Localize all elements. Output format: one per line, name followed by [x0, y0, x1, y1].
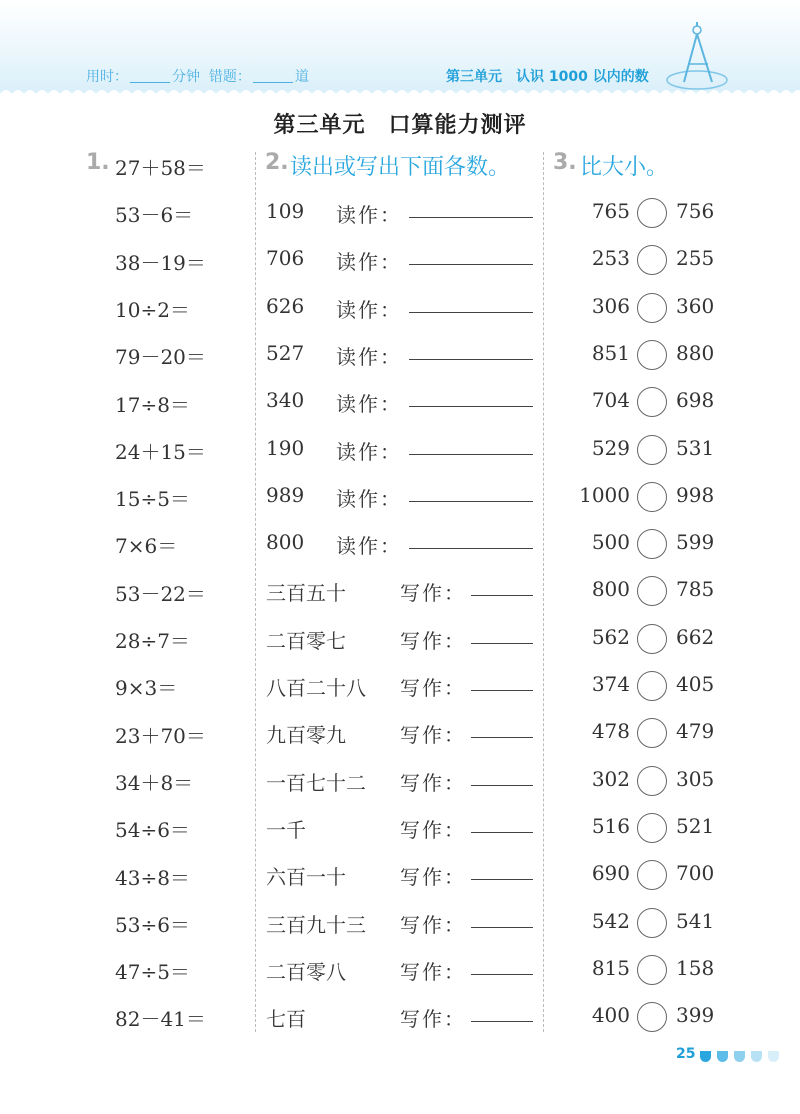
compare-right: 521 [676, 813, 715, 838]
write-number-text: 九百零九 [266, 723, 346, 748]
read-number: 800 [266, 530, 305, 555]
compare-right: 700 [676, 861, 715, 886]
compare-right: 785 [676, 577, 715, 602]
answer-line[interactable] [409, 454, 533, 455]
compare-left: 690 [591, 861, 630, 886]
write-number-text: 三百九十三 [266, 912, 366, 937]
drop-icon [751, 1051, 762, 1062]
answer-line[interactable] [471, 974, 533, 975]
compare-circle[interactable] [637, 198, 667, 228]
drop-icon [768, 1051, 779, 1062]
write-label: 写作： [400, 770, 466, 795]
compare-right: 880 [676, 340, 715, 365]
compare-left: 815 [591, 955, 630, 980]
answer-line[interactable] [409, 359, 533, 360]
read-label: 读作： [336, 297, 402, 322]
compare-right: 360 [676, 293, 715, 318]
answer-line[interactable] [471, 595, 533, 596]
arithmetic-problem: 15÷5＝ [115, 487, 190, 512]
compare-circle[interactable] [637, 860, 667, 890]
page-header [0, 0, 800, 100]
read-label: 读作： [336, 344, 402, 369]
drop-icon [717, 1051, 728, 1062]
compare-right: 599 [676, 530, 715, 555]
compare-circle[interactable] [637, 766, 667, 796]
arithmetic-problem: 54÷6＝ [115, 818, 190, 843]
decorative-drops [700, 1047, 785, 1066]
compare-right: 531 [676, 435, 715, 460]
compare-left: 478 [591, 719, 630, 744]
compass-icon [662, 20, 732, 92]
arithmetic-problem: 17÷8＝ [115, 392, 190, 417]
write-number-text: 二百零七 [266, 628, 346, 653]
arithmetic-problem: 23＋70＝ [115, 723, 206, 748]
arithmetic-problem: 28÷7＝ [115, 629, 190, 653]
answer-line[interactable] [409, 312, 533, 313]
compare-right: 756 [676, 199, 715, 223]
compare-circle[interactable] [637, 293, 667, 323]
read-number: 109 [266, 199, 305, 223]
topic-label: 认识 1000 以内的数 [516, 69, 649, 85]
compare-right: 698 [676, 388, 715, 413]
arithmetic-problem: 27＋58＝ [115, 156, 206, 180]
page-title: 第三单元 口算能力测评 [273, 113, 527, 138]
arithmetic-problem: 82－41＝ [115, 1007, 206, 1032]
compare-circle[interactable] [637, 340, 667, 370]
read-number: 989 [266, 482, 305, 507]
header-fill-in [86, 66, 309, 86]
compare-right: 305 [676, 766, 715, 791]
arithmetic-problem: 10÷2＝ [115, 297, 190, 322]
write-label: 写作： [400, 959, 466, 984]
time-unit: 分钟 [172, 69, 200, 85]
errors-blank[interactable] [253, 82, 293, 83]
answer-line[interactable] [471, 1021, 533, 1022]
section3-number: 3. [553, 150, 577, 175]
section2-number: 2. [265, 150, 289, 175]
compare-right: 255 [676, 246, 715, 271]
write-label: 写作： [400, 581, 466, 606]
arithmetic-problem: 79－20＝ [115, 345, 206, 370]
answer-line[interactable] [471, 785, 533, 786]
compare-left: 306 [591, 293, 630, 318]
compare-right: 662 [676, 624, 715, 649]
column-divider [255, 152, 256, 1032]
answer-line[interactable] [409, 501, 533, 502]
arithmetic-problem: 53－22＝ [115, 581, 206, 606]
compare-left: 500 [591, 530, 630, 555]
errors-unit: 道 [294, 69, 309, 85]
read-number: 190 [266, 435, 305, 460]
arithmetic-problem: 38－19＝ [115, 250, 206, 275]
header-unit-info [446, 66, 649, 86]
unit-label: 第三单元 [446, 69, 502, 85]
write-label: 写作： [400, 628, 466, 653]
compare-circle[interactable] [637, 718, 667, 748]
column-divider [543, 152, 544, 1032]
compare-circle[interactable] [637, 435, 667, 465]
write-number-text: 八百二十八 [266, 676, 366, 700]
read-label: 读作： [336, 439, 402, 464]
time-blank[interactable] [130, 82, 170, 83]
read-label: 读作： [336, 486, 402, 511]
compare-circle[interactable] [637, 482, 667, 512]
compare-left: 542 [591, 908, 630, 933]
compare-circle[interactable] [637, 529, 667, 559]
errors-label: 错题： [208, 69, 251, 85]
answer-line[interactable] [471, 832, 533, 833]
read-label: 读作： [336, 392, 402, 417]
compare-circle[interactable] [637, 908, 667, 938]
answer-line[interactable] [471, 643, 533, 644]
answer-line[interactable] [409, 548, 533, 549]
answer-line[interactable] [409, 406, 533, 407]
compare-left: 516 [591, 813, 630, 838]
answer-line[interactable] [471, 927, 533, 928]
compare-circle[interactable] [637, 624, 667, 654]
write-label: 写作： [400, 912, 466, 937]
compare-circle[interactable] [637, 1002, 667, 1032]
arithmetic-problem: 7×6＝ [115, 534, 178, 559]
compare-circle[interactable] [637, 671, 667, 701]
answer-line[interactable] [409, 217, 533, 218]
compare-left: 704 [591, 388, 630, 413]
write-number-text: 一千 [266, 817, 306, 842]
read-number: 527 [266, 340, 305, 365]
answer-line[interactable] [471, 690, 533, 691]
read-label: 读作： [336, 534, 402, 559]
section3-title: 比大小。 [580, 155, 669, 180]
compare-right: 399 [676, 1003, 715, 1028]
read-label: 读作： [336, 203, 402, 227]
compare-circle[interactable] [637, 387, 667, 417]
compare-left: 302 [591, 766, 630, 791]
write-label: 写作： [400, 676, 466, 700]
compare-left: 400 [591, 1003, 630, 1028]
write-label: 写作： [400, 723, 466, 748]
compare-circle[interactable] [637, 245, 667, 275]
compare-left: 1000 [579, 482, 630, 507]
compare-right: 405 [676, 672, 715, 696]
compare-left: 562 [591, 624, 630, 649]
drop-icon [700, 1051, 711, 1062]
write-number-text: 一百七十二 [266, 770, 366, 795]
write-label: 写作： [400, 817, 466, 842]
arithmetic-problem: 53÷6＝ [115, 912, 190, 937]
write-number-text: 二百零八 [266, 959, 346, 984]
answer-line[interactable] [409, 264, 533, 265]
arithmetic-problem: 34＋8＝ [115, 770, 194, 795]
compare-left: 374 [591, 672, 630, 696]
page-number: 25 [676, 1046, 696, 1062]
time-label: 用时： [86, 69, 128, 85]
section1-number: 1. [86, 150, 110, 175]
compare-right: 541 [676, 908, 715, 933]
compare-right: 479 [676, 719, 715, 744]
compare-left: 529 [591, 435, 630, 460]
compare-right: 998 [676, 482, 715, 507]
arithmetic-problem: 43÷8＝ [115, 865, 190, 890]
compare-left: 253 [591, 246, 630, 271]
arithmetic-problem: 24＋15＝ [115, 439, 206, 464]
write-number-text: 三百五十 [266, 581, 346, 606]
section2-title: 读出或写出下面各数。 [290, 155, 511, 180]
answer-line[interactable] [471, 737, 533, 738]
compare-left: 851 [591, 340, 630, 365]
read-number: 706 [266, 246, 305, 271]
write-number-text: 七百 [266, 1007, 306, 1032]
write-number-text: 六百一十 [266, 865, 346, 890]
read-label: 读作： [336, 250, 402, 275]
compare-circle[interactable] [637, 576, 667, 606]
compare-right: 158 [676, 955, 715, 980]
answer-line[interactable] [471, 879, 533, 880]
arithmetic-problem: 53－6＝ [115, 203, 194, 228]
compare-left: 800 [591, 577, 630, 602]
write-label: 写作： [400, 865, 466, 890]
compare-circle[interactable] [637, 955, 667, 985]
drop-icon [734, 1051, 745, 1062]
read-number: 340 [266, 388, 305, 413]
compare-circle[interactable] [637, 813, 667, 843]
arithmetic-problem: 9×3＝ [115, 676, 178, 701]
compare-left: 765 [591, 199, 630, 223]
write-label: 写作： [400, 1007, 466, 1032]
read-number: 626 [266, 293, 305, 318]
arithmetic-problem: 47÷5＝ [115, 960, 190, 985]
